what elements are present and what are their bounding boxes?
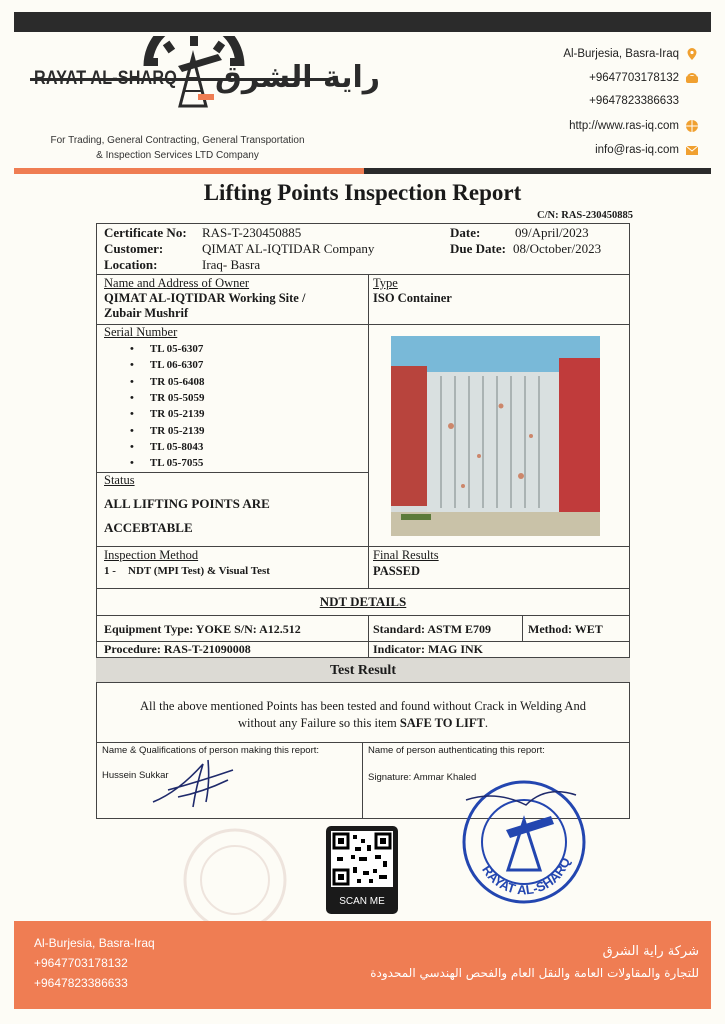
header-separator-accent <box>14 168 364 174</box>
location-label: Location: <box>104 257 158 272</box>
location-pin-icon <box>685 47 699 61</box>
contact-website-text[interactable]: http://www.ras-iq.com <box>569 120 679 132</box>
type-value: ISO Container <box>373 291 452 305</box>
column-divider <box>522 615 523 641</box>
test-result-title: Test Result <box>330 663 396 678</box>
result-text-line-1: All the above mentioned Points has been tested and found without Crack in Welding And <box>140 699 586 713</box>
footer-arabic-name: شركة راية الشرق <box>602 944 699 959</box>
owner-label: Name and Address of Owner <box>104 276 250 290</box>
date-block <box>450 225 601 257</box>
list-item: • TR 05-2139 <box>104 422 366 438</box>
list-item: • TL 05-8043 <box>104 439 366 455</box>
type-section <box>373 276 452 306</box>
type-label: Type <box>373 276 398 290</box>
tagline-line-1: For Trading, General Contracting, General Transportation <box>50 135 305 146</box>
result-text-line-2 <box>96 715 630 732</box>
contact-email-text[interactable]: info@ras-iq.com <box>595 144 679 156</box>
footer-address: Al-Burjesia, Basra-Iraq <box>34 936 155 950</box>
svg-text:RAYAT AL-SHARQ Co.: RAYAT AL-SHARQ <box>479 855 574 898</box>
indicator: Indicator: MAG INK <box>373 642 483 656</box>
inspection-method-label: Inspection Method <box>104 548 199 562</box>
method: Method: WET <box>528 622 603 636</box>
customer-label: Customer: <box>104 241 164 256</box>
company-stamp <box>456 770 592 915</box>
report-title: Lifting Points Inspection Report <box>203 180 522 205</box>
company-tagline <box>30 133 325 163</box>
list-item: • TR 05-2139 <box>104 406 366 422</box>
test-result-text <box>96 698 630 732</box>
maker-name: Hussein Sukkar <box>102 770 169 781</box>
serial-list <box>104 341 366 471</box>
test-result-header <box>96 657 630 683</box>
contact-address <box>563 47 699 61</box>
maker-signature <box>148 752 238 817</box>
contact-phone-2[interactable] <box>589 95 679 107</box>
inspection-method-section <box>104 547 270 579</box>
contact-phone-2-text[interactable]: +9647823386633 <box>589 95 679 107</box>
standard: Standard: ASTM E709 <box>373 622 492 636</box>
contact-phone-1[interactable] <box>589 71 699 85</box>
cn-number: C/N: RAS-230450885 <box>537 210 633 221</box>
status-section <box>104 473 270 536</box>
owner-line-2: Zubair Mushrif <box>104 306 189 320</box>
contact-email[interactable] <box>595 143 699 157</box>
list-item: • TL 06-6307 <box>104 357 366 373</box>
list-item: • TL 05-7055 <box>104 455 366 471</box>
column-divider <box>368 615 369 657</box>
scan-me-label: SCAN ME <box>339 896 385 907</box>
result-text-end: . <box>484 716 488 730</box>
tagline-line-2: & Inspection Services LTD Company <box>96 150 259 161</box>
company-name-ar: راية الشرق <box>215 60 381 95</box>
certificate-value: RAS-T-230450885 <box>202 225 302 240</box>
auth-label: Name of person authenticating this report: <box>368 745 545 756</box>
date-value: 09/April/2023 <box>515 225 589 240</box>
due-date-value: 08/October/2023 <box>513 241 602 256</box>
column-divider <box>362 742 363 819</box>
qr-code-icon <box>331 831 393 887</box>
status-label: Status <box>104 473 135 487</box>
header-separator-dark <box>364 168 711 174</box>
equipment-type: Equipment Type: YOKE S/N: A12.512 <box>104 622 301 636</box>
qr-code[interactable] <box>326 826 398 914</box>
list-item: • TR 05-5059 <box>104 390 366 406</box>
date-label: Date: <box>450 225 481 240</box>
mail-icon <box>685 143 699 157</box>
status-line-2: ACCEBTABLE <box>104 520 193 535</box>
location-value: Iraq- Basra <box>202 257 261 272</box>
auth-name: Signature: Ammar Khaled <box>368 772 477 783</box>
ndt-details-title: NDT DETAILS <box>319 594 407 609</box>
divider <box>96 742 630 743</box>
method-number: 1 - <box>104 565 116 577</box>
contact-website[interactable] <box>569 119 699 133</box>
divider <box>96 588 630 589</box>
contact-address-text: Al-Burjesia, Basra-Iraq <box>563 48 679 60</box>
serial-label: Serial Number <box>104 325 178 339</box>
column-divider <box>368 274 369 588</box>
contact-phone-1-text[interactable]: +9647703178132 <box>589 72 679 84</box>
list-item: • TR 05-6408 <box>104 374 366 390</box>
method-value: NDT (MPI Test) & Visual Test <box>128 565 270 577</box>
maker-label: Name & Qualifications of person making this report: <box>102 745 320 756</box>
safe-to-lift: SAFE TO LIFT <box>399 716 485 730</box>
footer-phone-1[interactable]: +9647703178132 <box>34 956 128 970</box>
customer-value: QIMAT AL-IQTIDAR Company <box>202 241 375 256</box>
owner-section <box>104 276 305 321</box>
certificate-label: Certificate No: <box>104 225 187 240</box>
list-item: • TL 05-6307 <box>104 341 366 357</box>
serial-section <box>104 325 366 471</box>
container-photo <box>391 336 600 536</box>
final-results-value: PASSED <box>373 564 421 578</box>
procedure: Procedure: RAS-T-21090008 <box>104 642 251 656</box>
footer-phone-2[interactable]: +9647823386633 <box>34 976 128 990</box>
globe-icon <box>685 119 699 133</box>
final-results-section <box>373 547 439 579</box>
top-bar <box>14 12 711 32</box>
divider <box>96 615 630 616</box>
final-results-label: Final Results <box>373 548 439 562</box>
owner-line-1: QIMAT AL-IQTIDAR Working Site / <box>104 291 306 305</box>
result-text-part: without any Failure so this item <box>238 716 400 730</box>
status-line-1: ALL LIFTING POINTS ARE <box>104 496 270 511</box>
divider <box>96 274 630 275</box>
phone-icon <box>685 71 699 85</box>
footer-arabic-description: للتجارة والمقاولات العامة والنقل العام والفحص الهندسي المحدودة <box>370 966 699 980</box>
due-date-label: Due Date: <box>450 241 506 256</box>
company-name-en: RAYAT AL-SHARQ <box>34 68 177 89</box>
